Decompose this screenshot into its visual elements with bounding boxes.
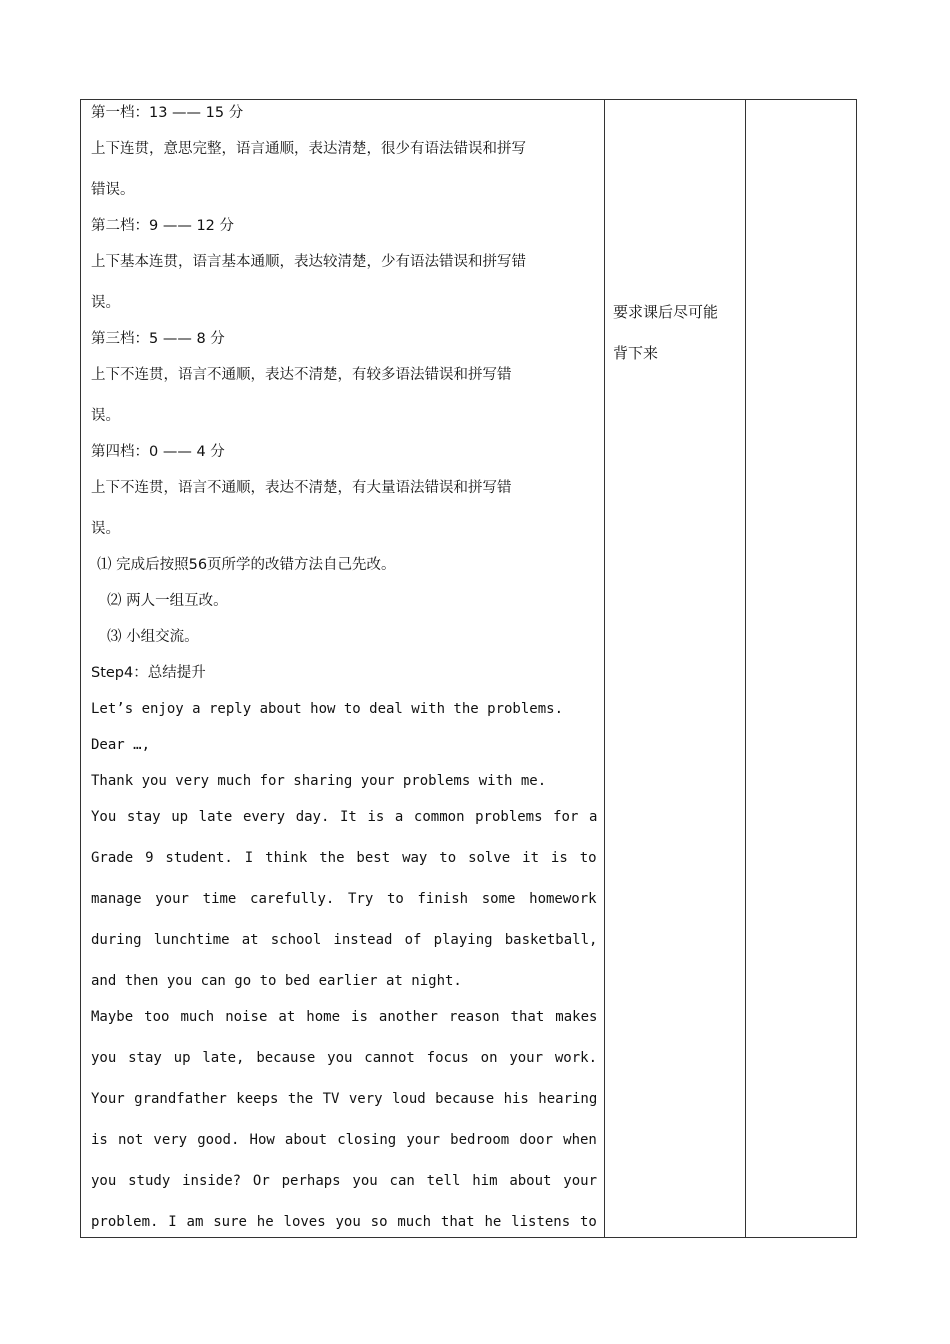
letter-line-10: is not very good. How about closing your bedroom door when [91, 1132, 597, 1148]
tier4-desc: 上下不连贯，语言不通顺，表达不清楚，有大量语法错误和拼写错 [91, 480, 512, 496]
letter-line-8: you stay up late, because you cannot focus on your work. [91, 1050, 598, 1066]
blank-cell [746, 100, 857, 1238]
tier1-desc-cont: 错误。 [91, 182, 135, 198]
step-item-3: ⑶ 小组交流。 [107, 629, 199, 645]
note-line-2: 背下来 [613, 344, 659, 362]
teacher-note-cell [605, 100, 746, 1238]
tier4-desc-cont: 误。 [91, 521, 120, 537]
letter-line-1: Thank you very much for sharing your problems with me. [91, 773, 547, 789]
note-line-1: 要求课后尽可能 [613, 303, 719, 321]
letter-line-9: Your grandfather keeps the TV very loud because his hearing [91, 1091, 598, 1107]
letter-greeting: Dear …, [91, 737, 151, 753]
step4-heading: Step4：总结提升 [91, 665, 206, 681]
letter-line-5: during lunchtime at school instead of playing basketball, [91, 932, 598, 948]
tier1-title: 第一档：13 —— 15 分 [91, 105, 244, 121]
letter-line-2: You stay up late every day. It is a common problems for a [91, 809, 598, 825]
step-item-2: ⑵ 两人一组互改。 [107, 593, 228, 609]
lesson-table [80, 99, 857, 1238]
tier3-desc-cont: 误。 [91, 408, 120, 424]
letter-line-12: problem. I am sure he loves you so much that he listens to [91, 1214, 597, 1230]
letter-intro: Let’s enjoy a reply about how to deal with the problems. [91, 701, 564, 717]
letter-line-11: you study inside? Or perhaps you can tell him about your [91, 1173, 598, 1189]
tier1-desc: 上下连贯，意思完整，语言通顺，表达清楚，很少有语法错误和拼写 [91, 141, 526, 157]
tier3-desc: 上下不连贯，语言不通顺，表达不清楚，有较多语法错误和拼写错 [91, 367, 512, 383]
letter-line-7: Maybe too much noise at home is another reason that makes [91, 1009, 598, 1025]
tier4-title: 第四档：0 —— 4 分 [91, 444, 225, 460]
tier2-desc-cont: 误。 [91, 295, 120, 311]
tier2-title: 第二档：9 —— 12 分 [91, 218, 235, 234]
main-content-cell [81, 100, 605, 1238]
letter-line-3: Grade 9 student. I think the best way to solve it is to [91, 850, 597, 866]
tier3-title: 第三档：5 —— 8 分 [91, 331, 225, 347]
step-item-1: ⑴ 完成后按照56页所学的改错方法自己先改。 [97, 557, 396, 573]
letter-line-4: manage your time carefully. Try to finish some homework [91, 891, 597, 907]
letter-line-6: and then you can go to bed earlier at night. [91, 973, 462, 989]
tier2-desc: 上下基本连贯，语言基本通顺，表达较清楚，少有语法错误和拼写错 [91, 254, 526, 270]
